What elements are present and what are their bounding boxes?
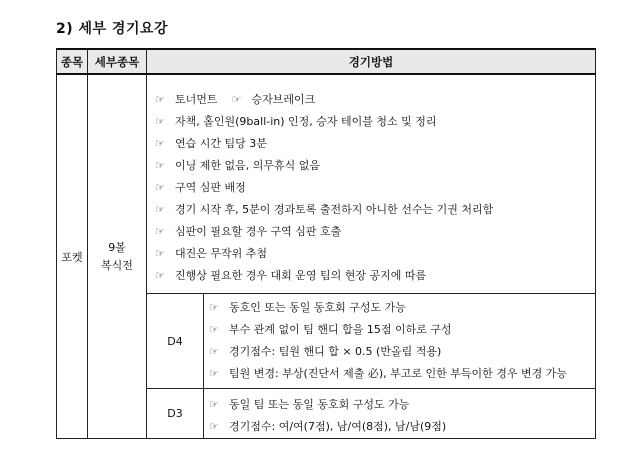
category-cell: 포켓 (57, 74, 88, 439)
pointing-hand-icon: ☞ (155, 137, 165, 150)
rule-text: 동호인 또는 동일 동호회 구성도 가능 (229, 301, 406, 314)
pointing-hand-icon: ☞ (155, 225, 165, 238)
section-heading: 2) 세부 경기요강 (56, 21, 169, 37)
list-item (155, 243, 595, 265)
pointing-hand-icon: ☞ (231, 93, 242, 106)
pointing-hand-icon: ☞ (209, 345, 219, 358)
header-method: 경기방법 (147, 49, 596, 74)
list-item (155, 133, 595, 155)
list-item (155, 89, 595, 111)
list-item (209, 394, 595, 416)
rule-text: 심판이 필요할 경우 구역 심판 호출 (175, 225, 342, 238)
division-rules-cell (204, 389, 596, 439)
pointing-hand-icon: ☞ (155, 269, 165, 282)
table-header-row (57, 49, 596, 74)
pointing-hand-icon: ☞ (155, 93, 165, 106)
pointing-hand-icon: ☞ (155, 159, 165, 172)
division-row (147, 294, 595, 389)
list-item (155, 199, 595, 221)
list-item (155, 221, 595, 243)
list-item (209, 416, 595, 438)
subcategory-cell (88, 74, 147, 439)
rule-text: 구역 심판 배정 (175, 181, 246, 194)
pointing-hand-icon: ☞ (209, 398, 219, 411)
list-item (155, 155, 595, 177)
pointing-hand-icon: ☞ (155, 181, 165, 194)
rule-text: 연습 시간 팀당 3분 (175, 137, 267, 150)
rule-text: 경기점수: 여/여(7점), 남/여(8점), 남/남(9점) (229, 420, 447, 433)
rule-text: 팀원 변경: 부상(진단서 제출 必), 부고로 인한 부득이한 경우 변경 가능 (229, 367, 568, 380)
rule-text: 대진은 무작위 추첨 (175, 247, 268, 260)
division-table (147, 293, 595, 438)
pointing-hand-icon: ☞ (155, 203, 165, 216)
list-item (209, 363, 595, 385)
rule-text: 경기점수: 팀원 핸디 합 × 0.5 (반올림 적용) (229, 345, 442, 358)
rule-text: 승자브레이크 (251, 93, 316, 106)
subcategory-line: 9볼 (108, 240, 126, 254)
list-item (209, 341, 595, 363)
division-label: D4 (147, 294, 204, 389)
header-category: 종목 (57, 49, 88, 74)
division-rules-list (204, 294, 595, 388)
pointing-hand-icon: ☞ (209, 301, 219, 314)
division-rules-cell (204, 294, 596, 389)
general-rules-list (147, 75, 595, 293)
pointing-hand-icon: ☞ (155, 247, 165, 260)
division-row (147, 389, 595, 439)
subcategory-line: 복식전 (101, 258, 133, 272)
list-item (155, 265, 595, 287)
pointing-hand-icon: ☞ (209, 420, 219, 433)
division-rules-list (204, 389, 595, 438)
pointing-hand-icon: ☞ (155, 115, 165, 128)
pointing-hand-icon: ☞ (209, 367, 219, 380)
rule-text: 동일 팀 또는 동일 동호회 구성도 가능 (229, 398, 410, 411)
list-item (155, 111, 595, 133)
list-item (209, 319, 595, 341)
rules-table (56, 48, 596, 439)
list-item (209, 297, 595, 319)
rule-text: 진행상 필요한 경우 대회 운영 팀의 현장 공지에 따름 (175, 269, 427, 282)
rule-text: 이닝 제한 없음, 의무휴식 없음 (175, 159, 320, 172)
list-item (155, 177, 595, 199)
method-cell (147, 74, 596, 439)
pointing-hand-icon: ☞ (209, 323, 219, 336)
header-subcategory: 세부종목 (88, 49, 147, 74)
rule-text: 부수 관계 없이 팀 핸디 합을 15점 이하로 구성 (229, 323, 452, 336)
rule-text: 토너먼트 (175, 93, 218, 106)
rule-text: 자책, 홀인원(9ball-in) 인정, 승자 테이블 청소 및 정리 (175, 115, 437, 128)
rule-text: 경기 시작 후, 5분이 경과토록 출전하지 아니한 선수는 기권 처리함 (175, 203, 494, 216)
table-row (57, 74, 596, 439)
division-label: D3 (147, 389, 204, 439)
